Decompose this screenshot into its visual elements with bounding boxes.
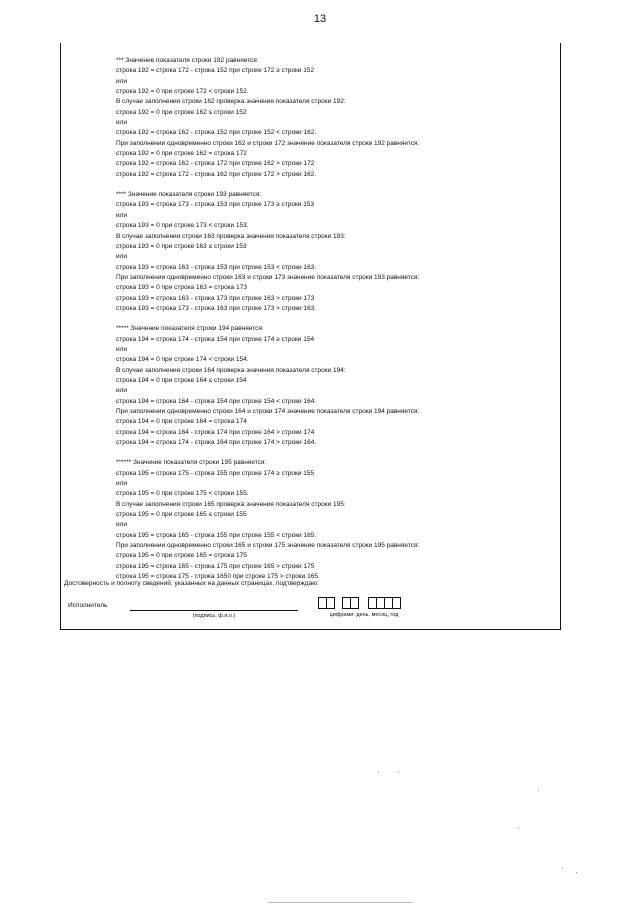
note-line: или	[116, 345, 128, 353]
note-line: строка 193 = строка 173 - строка 153 при строке 173 ≥ строки 153	[116, 201, 315, 209]
note-line: В случае заполнения строки 162 проверка значения показателя строки 192:	[116, 98, 346, 106]
note-line: строка 192 = строка 162 - строка 172 при строке 162 > строки 172	[116, 160, 315, 168]
note-block-193	[116, 190, 556, 314]
note-line: При заполнении одновременно строки 162 и строки 172 значение показателя строки 192 равняется:	[116, 139, 420, 147]
note-line: строка 194 = строка 174 - строка 154 при строке 174 ≥ строки 154	[116, 335, 315, 343]
note-line: строка 193 = строка 163 - строка 173 при строке 163 > строки 173	[116, 294, 315, 302]
note-line: строка 194 = 0 при строке 164 ≤ строки 154	[116, 376, 247, 384]
date-caption: цифрами: день, месяц, год	[329, 612, 399, 618]
note-line: **** Значение показателя строки 193 равняется:	[116, 191, 262, 199]
note-line: строка 192 = 0 при строке 162 ≤ строки 152	[116, 108, 247, 116]
note-line: строка 194 = строка 174 - строка 164 при строке 174 > строки 164.	[116, 439, 317, 447]
scan-speck	[538, 790, 539, 791]
note-line: В случае заполнения строки 164 проверка значения показателя строки 194:	[116, 366, 346, 374]
date-day-digit-2[interactable]	[326, 597, 335, 609]
note-line: строка 194 = 0 при строке 174 < строки 154.	[116, 356, 249, 364]
note-line: строка 195 = строка 165 - строка 175 при строке 165 > строки 175	[116, 562, 315, 570]
scan-speck	[576, 872, 577, 873]
note-line: или	[116, 253, 128, 261]
note-line: или	[116, 387, 128, 395]
note-block-194	[116, 324, 556, 448]
note-line: строка 195 = строка 175 - строка 1650 при строке 175 > строки 165.	[116, 573, 320, 581]
scan-edge-line	[268, 902, 413, 903]
note-block-192	[116, 56, 556, 180]
signature-field[interactable]	[130, 610, 298, 611]
note-line: строка 194 = строка 164 - строка 174 при строке 164 > строки 174	[116, 428, 315, 436]
note-line: строка 193 = 0 при строка 163 = строка 173	[116, 284, 247, 292]
note-line: строка 194 = 0 при строке 164 = строка 174	[116, 418, 247, 426]
notes-content	[116, 56, 556, 593]
note-line: В случае заполнения строки 163 проверка значения показателя строки 193:	[116, 232, 346, 240]
note-line: При заполнении одновременно строки 164 и строки 174 значение показателя строки 194 равняется:	[116, 408, 420, 415]
note-line: строка 192 = строка 172 - строка 152 при строке 172 ≥ строки 152	[116, 67, 315, 75]
scan-speck	[518, 828, 519, 829]
executor-label: Исполнитель	[68, 602, 108, 609]
scan-speck	[562, 868, 563, 869]
note-line: строка 195 = строка 175 - строка 155 при строке 174 ≥ строки 155	[116, 469, 315, 477]
note-line: или	[116, 119, 128, 127]
note-line: строка 193 = строка 163 - строка 153 при строке 153 < строки 163.	[116, 263, 317, 271]
note-line: *** Значение показателя строки 192 равняется:	[116, 57, 259, 64]
page-number: 13	[313, 13, 327, 25]
note-block-195	[116, 458, 556, 582]
note-line: или	[116, 211, 128, 219]
note-line: строка 195 = 0 при строке 165 = строка 175	[116, 552, 247, 560]
note-line: При заполнении одновременно строки 163 и строки 173 значение показателя строки 193 равняется:	[116, 273, 420, 281]
note-line: ***** Значение показателя строки 194 равняется:	[116, 325, 264, 333]
note-line: строка 193 = 0 при строке 163 ≤ строки 153	[116, 242, 247, 250]
date-month-digit-2[interactable]	[350, 597, 359, 609]
note-line: строка 195 = строка 165 - строка 155 при строке 155 < строки 165.	[116, 531, 317, 539]
note-line: строка 192 = строка 172 - строка 162 при строке 172 > строки 162.	[116, 170, 317, 178]
note-line: ****** Значение показателя строки 195 равняется:	[116, 459, 267, 467]
note-line: строка 193 = 0 при строке 173 < строки 153.	[116, 222, 249, 230]
note-line: строка 195 = 0 при строке 175 < строки 155.	[116, 490, 249, 498]
date-year-digit-4[interactable]	[392, 597, 401, 609]
note-line: строка 193 = строка 173 - строка 163 при строке 173 > строки 163.	[116, 304, 317, 312]
scan-speck	[378, 772, 379, 773]
scan-speck	[398, 772, 399, 773]
note-line: или	[116, 480, 128, 488]
note-line: строка 194 = строка 164 - строка 154 при строке 154 < строки 164.	[116, 397, 317, 405]
note-line: строка 192 = 0 при строке 162 = строка 172	[116, 150, 247, 158]
note-line: строка 195 = 0 при строке 165 ≤ строки 155	[116, 511, 247, 519]
note-line: строка 192 = строка 162 - строка 152 при строке 152 < строки 162.	[116, 129, 317, 137]
signature-caption: (подпись, ф.и.о.)	[192, 613, 236, 619]
note-line: строка 192 = 0 при строке 172 < строки 152.	[116, 88, 249, 96]
confirmation-text: Достоверность и полноту сведений, указанных на данных страницах, подтверждаю:	[64, 580, 319, 587]
note-line: В случае заполнения строки 165 проверка значения показателя строки 195:	[116, 500, 346, 508]
note-line: При заполнении одновременно строки 165 и строки 175 значение показателя строки 195 равняется:	[116, 542, 420, 550]
note-line: или	[116, 77, 128, 85]
note-line: или	[116, 521, 128, 529]
